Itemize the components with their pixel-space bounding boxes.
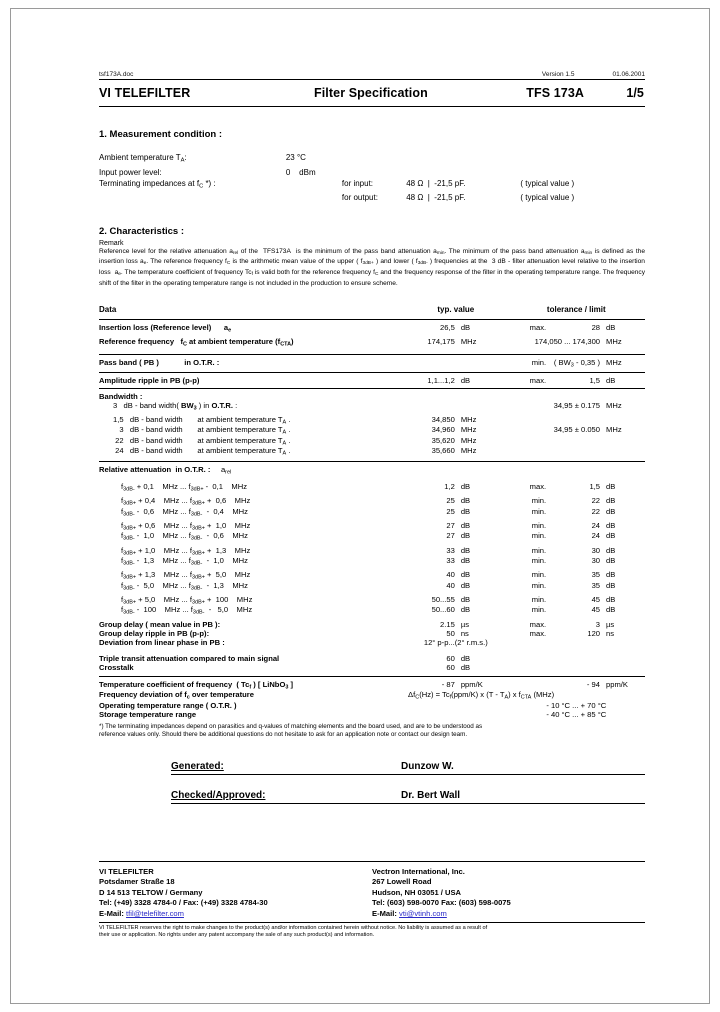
limit-value: 3 (595, 619, 601, 629)
table-row-attenuation (99, 507, 645, 517)
typ-value: 33 (446, 556, 455, 566)
typ-value: 60 (446, 662, 455, 672)
limit-prefix: min. (531, 531, 547, 541)
row-label: $f_{3dB-} - 100$ MHz ... $f_{3dB-} - 5,0$ MHz (121, 605, 253, 616)
condition-port: for input: (341, 178, 374, 188)
disclaimer-line-2: their use or application. No rights under any patent accompany the sale of any such product(s) and information. (99, 932, 375, 939)
limit-unit: ppm/K (606, 676, 645, 690)
company-city: Hudson, NH 03051 / USA (372, 887, 462, 897)
condition-label: Terminating impedances at $f_C$ *) : (99, 178, 216, 190)
typ-unit: dB (460, 481, 471, 491)
typ-unit: dB (460, 653, 471, 663)
table-row-phase-deviation (99, 638, 645, 647)
remark-paragraph: Reference level for the relative attenuation $a_{rel}$ of the TFS173A is the minimum of the pass band attenuation $a_{min}$. The minimum of the pass band attenuation $a_{min}$ is defined as the insertion loss $a_e$. The reference frequency $f_C$ is the arithmetic mean value of the upper ( $f_{3dB+}$ ) and lower ( $f_{3dB-}$ ) frequencies at the 3 dB - filter attenuation level relative to the insertion loss $a_e$. The temperature coefficient of frequency $Tc_f$ is valid both for the reference frequency $f_C$ and the frequency response of the filter in the operating temperature range. The frequency shift of the filter in the operating temperature range is not included in the production to ensure scheme. (99, 247, 646, 288)
tol-unit: MHz (606, 336, 622, 346)
typ-value: 174,175 (427, 336, 455, 346)
footer-rule (99, 861, 645, 862)
row-label: 24 dB - band width at ambient temperature $T_A$ . (113, 446, 291, 457)
column-header-typ: typ. value (437, 304, 475, 314)
email-label: E-Mail: (99, 908, 124, 918)
condition-note: ( typical value ) (520, 178, 575, 188)
row-label: Triple transit attenuation compared to main signal (99, 653, 280, 663)
document-title-row (99, 80, 645, 106)
page-number: 1/5 (626, 86, 644, 100)
footnote-line-2: reference values only. Should there be additional questions do not hesitate to ask for an application note or contact our design team. (99, 730, 468, 738)
row-label: Bandwidth : (99, 388, 404, 401)
typ-unit: MHz (460, 435, 477, 445)
approved-value: Dr. Bert Wall (401, 789, 461, 801)
measurement-conditions-table (99, 152, 645, 204)
table-row-group-delay-ripple (99, 629, 645, 638)
row-label: $f_{3dB+} + 1,3$ MHz ... $f_{3dB+} + 5,0$ MHz (121, 570, 251, 581)
limit-unit: ns (606, 628, 615, 638)
tol-value: 34,95 ± 0.050 (553, 425, 601, 435)
legal-disclaimer (99, 922, 645, 940)
limit-prefix: max. (529, 481, 547, 491)
typ-unit: dB (460, 595, 471, 605)
typ-unit: dB (460, 506, 471, 516)
typ-unit: MHz (460, 336, 477, 346)
row-label: 3 dB - band width at ambient temperature $T_A$ . (113, 425, 291, 436)
limit-unit: dB (606, 570, 616, 580)
table-row-temp-coefficient (99, 676, 645, 690)
typ-unit: dB (460, 496, 471, 506)
condition-label: Input power level: (99, 167, 162, 177)
table-row-storage (99, 710, 645, 719)
company-name: Vectron International, Inc. (372, 867, 465, 876)
footnote-block (99, 723, 645, 739)
limit-value: 45 (591, 595, 601, 605)
table-row-bw3 (99, 401, 645, 411)
tol-prefix: max. (508, 319, 553, 333)
company-brand: VI TELEFILTER (99, 86, 191, 100)
condition-label: Ambient temperature $T_A$: (99, 153, 187, 164)
limit-prefix: max. (529, 628, 547, 638)
row-label: 3 dB - band width( $BW_3$ ) in O.T.R. : (113, 400, 238, 412)
typ-value: 60 (446, 653, 455, 663)
address-left (99, 867, 372, 919)
row-label: Pass band ( PB ) in O.T.R. : (99, 355, 404, 372)
table-row-bw (99, 436, 645, 446)
table-row-attenuation (99, 496, 645, 506)
limit-prefix: min. (531, 556, 547, 566)
company-email-line (372, 909, 645, 919)
typ-value: 25 (446, 496, 455, 506)
typ-unit: ns (460, 628, 469, 638)
table-row-freq-deviation (99, 690, 645, 700)
typ-value: 40 (446, 580, 455, 590)
row-label: $f_{3dB-} + 0,1$ MHz ... $f_{3dB+} - 0,1$ MHz (121, 481, 248, 493)
row-label: Temperature coefficient of frequency ( $Tc_f$ ) [ LiNbO$_3$ ] (99, 676, 404, 690)
column-header-data: Data (99, 304, 117, 314)
typ-unit: dB (460, 580, 471, 590)
row-label: Deviation from linear phase in PB : (99, 637, 225, 647)
typ-value: - 87 (404, 676, 461, 690)
typ-value: 27 (446, 520, 455, 530)
tol-value: 34,95 ± 0.175 (553, 400, 601, 410)
table-row-attenuation (99, 521, 645, 531)
typ-unit: dB (461, 372, 508, 388)
table-row-relative-attenuation-title (99, 461, 645, 478)
limit-value: 45 (591, 605, 601, 615)
disclaimer-line-1: VI TELEFILTER reserves the right to make changes to the product(s) and/or information contained herein without notice. No liability is assumed as a result of (99, 925, 488, 932)
typ-value: 35,660 (431, 446, 455, 456)
tol-prefix: max. (508, 372, 553, 388)
condition-impedance: 48 Ω | -21,5 pF. (406, 178, 466, 188)
typ-value: 2.15 (440, 619, 455, 629)
tol-value: 1,5 (552, 372, 606, 388)
table-row-pass-band (99, 355, 645, 372)
signature-block (99, 761, 645, 804)
typ-value: 50 (446, 628, 455, 638)
table-header-row (99, 305, 645, 320)
company-email-line (99, 909, 372, 919)
document-meta-line (99, 71, 645, 79)
company-phone: Tel: (+49) 3328 4784-0 / Fax: (+49) 3328 4784-30 (99, 898, 268, 908)
table-row-bandwidth-title (99, 388, 645, 401)
typ-unit: ppm/K (461, 676, 508, 690)
tol-value: ( $BW_3 - 0,35$ ) (552, 355, 606, 372)
row-label: Group delay ( mean value in PB ): (99, 619, 221, 629)
paper-sheet (10, 8, 710, 1004)
row-label: Insertion loss (Reference level) $a_e$ (99, 319, 404, 333)
tol-unit: dB (606, 319, 645, 333)
row-label: Reference frequency $f_C$ at ambient temperature $(f_{CTA})$ (99, 336, 294, 348)
limit-value: - 94 (552, 676, 606, 690)
typ-value: 12° p-p...(2° r.m.s.) (423, 637, 488, 647)
limit-prefix: min. (531, 595, 547, 605)
limit-prefix: min. (531, 506, 547, 516)
doc-version-date (542, 71, 645, 78)
document-content (99, 71, 645, 804)
address-columns (99, 867, 645, 919)
typ-unit: dB (460, 570, 471, 580)
limit-value: 35 (591, 580, 601, 590)
row-label: Crosstalk (99, 662, 134, 672)
typ-value: 1,1...1,2 (404, 372, 461, 388)
limit-unit: dB (606, 595, 616, 605)
typ-value: 26,5 (404, 319, 461, 333)
typ-unit: µs (460, 619, 470, 629)
typ-unit: dB (460, 545, 471, 555)
table-row-crosstalk (99, 663, 645, 672)
row-label: $f_{3dB-} - 1,0$ MHz ... $f_{3dB-} - 0,6$ MHz (121, 531, 248, 542)
table-row-insertion-loss (99, 319, 645, 333)
doc-filename: tsf173A.doc (99, 71, 134, 78)
limit-prefix: min. (531, 520, 547, 530)
value: - 10 °C ... + 70 °C (546, 700, 607, 710)
section-2-title: 2. Characteristics : (99, 225, 185, 237)
typ-unit: dB (460, 520, 471, 530)
limit-prefix: min. (531, 496, 547, 506)
row-label: 22 dB - band width at ambient temperature $T_A$ . (113, 435, 291, 447)
limit-prefix: min. (531, 580, 547, 590)
section-1-title: 1. Measurement condition : (99, 129, 222, 140)
condition-note: ( typical value ) (520, 193, 575, 203)
condition-value: 23 °C (285, 153, 306, 162)
limit-value: 35 (591, 570, 601, 580)
typ-value: 27 (446, 531, 455, 541)
limit-unit: dB (606, 545, 616, 555)
limit-prefix: min. (531, 570, 547, 580)
email-link[interactable]: tfil@telefilter.com (126, 908, 184, 918)
table-row-triple-transit (99, 651, 645, 663)
typ-unit: MHz (460, 425, 477, 435)
table-row-otr (99, 701, 645, 710)
typ-unit: MHz (460, 446, 477, 456)
table-row-attenuation (99, 556, 645, 566)
email-link[interactable]: vti@vtinh.com (399, 908, 447, 918)
condition-row (99, 178, 645, 193)
limit-unit: dB (606, 481, 616, 491)
company-street: 267 Lowell Road (372, 877, 432, 887)
table-row-attenuation (99, 570, 645, 580)
condition-port: for output: (341, 193, 378, 203)
row-label: $f_{3dB+} + 1,0$ MHz ... $f_{3dB+} + 1,3$ MHz (121, 545, 251, 557)
row-label: $f_{3dB-} - 0,6$ MHz ... $f_{3dB-} - 0,4$ MHz (121, 506, 248, 517)
row-label: Relative attenuation in O.T.R. : $a_{rel}$ (99, 461, 404, 478)
typ-value: 35,620 (431, 435, 455, 445)
address-right (372, 867, 645, 919)
table-row-attenuation (99, 531, 645, 541)
limit-unit: dB (606, 531, 616, 541)
table-row-attenuation (99, 605, 645, 615)
condition-row (99, 152, 645, 167)
row-label: Operating temperature range ( O.T.R. ) (99, 700, 237, 710)
condition-impedance: 48 Ω | -21,5 pF. (406, 193, 466, 203)
condition-row (99, 192, 645, 203)
limit-value: 24 (591, 531, 601, 541)
typ-value: 50...55 (431, 595, 455, 605)
row-label: $f_{3dB+} + 0,4$ MHz ... $f_{3dB+} + 0,6$ MHz (121, 496, 251, 507)
tol-unit: dB (606, 372, 645, 388)
row-label: 1,5 dB - band width at ambient temperature $T_A$ . (113, 415, 291, 426)
tol-unit: MHz (606, 355, 645, 372)
row-label: $f_{3dB+} + 5,0$ MHz ... $f_{3dB+} + 100$ MHz (121, 595, 253, 606)
doc-version: Version 1.5 (541, 71, 575, 78)
remark-heading: Remark (99, 239, 124, 247)
company-city: D 14 513 TELTOW / Germany (99, 887, 203, 897)
row-label: Group delay ripple in PB (p-p): (99, 628, 210, 638)
page-footer (99, 861, 645, 940)
typ-unit: dB (460, 605, 471, 615)
limit-unit: dB (606, 605, 616, 615)
typ-value: 33 (446, 545, 455, 555)
limit-unit: µs (606, 619, 615, 629)
limit-unit: dB (606, 496, 616, 506)
typ-unit: dB (460, 556, 471, 566)
typ-value: 25 (446, 506, 455, 516)
limit-unit: dB (606, 580, 616, 590)
table-row-attenuation (99, 482, 645, 492)
condition-value: 0 dBm (285, 167, 316, 177)
table-row-bw (99, 415, 645, 425)
tol-unit: MHz (606, 425, 622, 435)
formula: $\Delta f_C(Hz) = Tc_f(ppm/K)$ x $(T - T_A)$ x $f_{CTA}$ (MHz) (408, 690, 555, 701)
signature-row-generated (171, 761, 645, 775)
generated-label: Generated: (171, 760, 224, 772)
table-row-bw (99, 446, 645, 456)
limit-value: 22 (591, 506, 601, 516)
table-row-amplitude-ripple (99, 372, 645, 388)
generated-value: Dunzow W. (401, 760, 454, 772)
table-row-group-delay (99, 620, 645, 629)
signature-row-approved (171, 790, 645, 804)
table-row-reference-frequency (99, 337, 645, 350)
doc-date: 01.06.2001 (612, 71, 645, 78)
tol-value (508, 415, 606, 425)
row-label: $f_{3dB+} + 0,6$ MHz ... $f_{3dB+} + 1,0$ MHz (121, 520, 251, 532)
model-number: TFS 173A (526, 86, 584, 100)
limit-unit: dB (606, 556, 616, 566)
table-row-attenuation (99, 546, 645, 556)
page-title: Filter Specification (314, 86, 428, 100)
limit-value: 120 (587, 628, 601, 638)
typ-unit: dB (460, 662, 471, 672)
tol-unit: MHz (606, 400, 622, 410)
value: - 40 °C ... + 85 °C (546, 709, 607, 719)
limit-unit: dB (606, 506, 616, 516)
row-label: $f_{3dB-} - 5,0$ MHz ... $f_{3dB-} - 1,3$ MHz (121, 580, 248, 592)
specification-table (99, 305, 645, 719)
typ-value: 34,960 (431, 425, 455, 435)
typ-value: 50...60 (431, 605, 455, 615)
limit-unit: dB (606, 520, 616, 530)
limit-prefix: min. (531, 605, 547, 615)
company-street: Potsdamer Straße 18 (99, 877, 175, 887)
company-phone: Tel: (603) 598-0070 Fax: (603) 598-0075 (372, 898, 511, 908)
row-label: Amplitude ripple in PB (p-p) (99, 372, 404, 388)
typ-value: 1,2 (444, 481, 455, 491)
tol-unit (606, 415, 645, 425)
approved-label: Checked/Approved: (171, 789, 266, 801)
email-label: E-Mail: (372, 908, 397, 918)
tol-prefix: min. (508, 355, 553, 372)
limit-prefix: min. (531, 545, 547, 555)
column-header-tolerance: tolerance / limit (546, 304, 606, 314)
header-rule-bottom (99, 106, 645, 107)
table-row-attenuation (99, 581, 645, 591)
limit-value: 30 (591, 545, 601, 555)
typ-unit: dB (461, 319, 508, 333)
row-label: Storage temperature range (99, 709, 197, 719)
row-label: Frequency deviation of $f_c$ over temperature (99, 690, 254, 701)
typ-value: 40 (446, 570, 455, 580)
limit-value: 1,5 (589, 481, 601, 491)
company-name: VI TELEFILTER (99, 867, 154, 876)
typ-unit: MHz (460, 415, 477, 425)
tol-range: 174,050 ... 174,300 (534, 336, 601, 346)
tol-value: 28 (552, 319, 606, 333)
limit-value: 22 (591, 496, 601, 506)
typ-unit: dB (460, 531, 471, 541)
footnote-line-1: *) The terminating impedances depend on parasitics and q-values of matching elements and the board used, and are to be understood as (99, 722, 483, 730)
row-label: $f_{3dB-} - 1,3$ MHz ... $f_{3dB-} - 1,0$ MHz (121, 556, 248, 567)
condition-row (99, 167, 645, 178)
typ-value: 34,850 (431, 415, 455, 425)
limit-value: 30 (591, 556, 601, 566)
table-row-attenuation (99, 595, 645, 605)
limit-prefix: max. (529, 619, 547, 629)
limit-value: 24 (591, 520, 601, 530)
table-row-bw (99, 425, 645, 435)
